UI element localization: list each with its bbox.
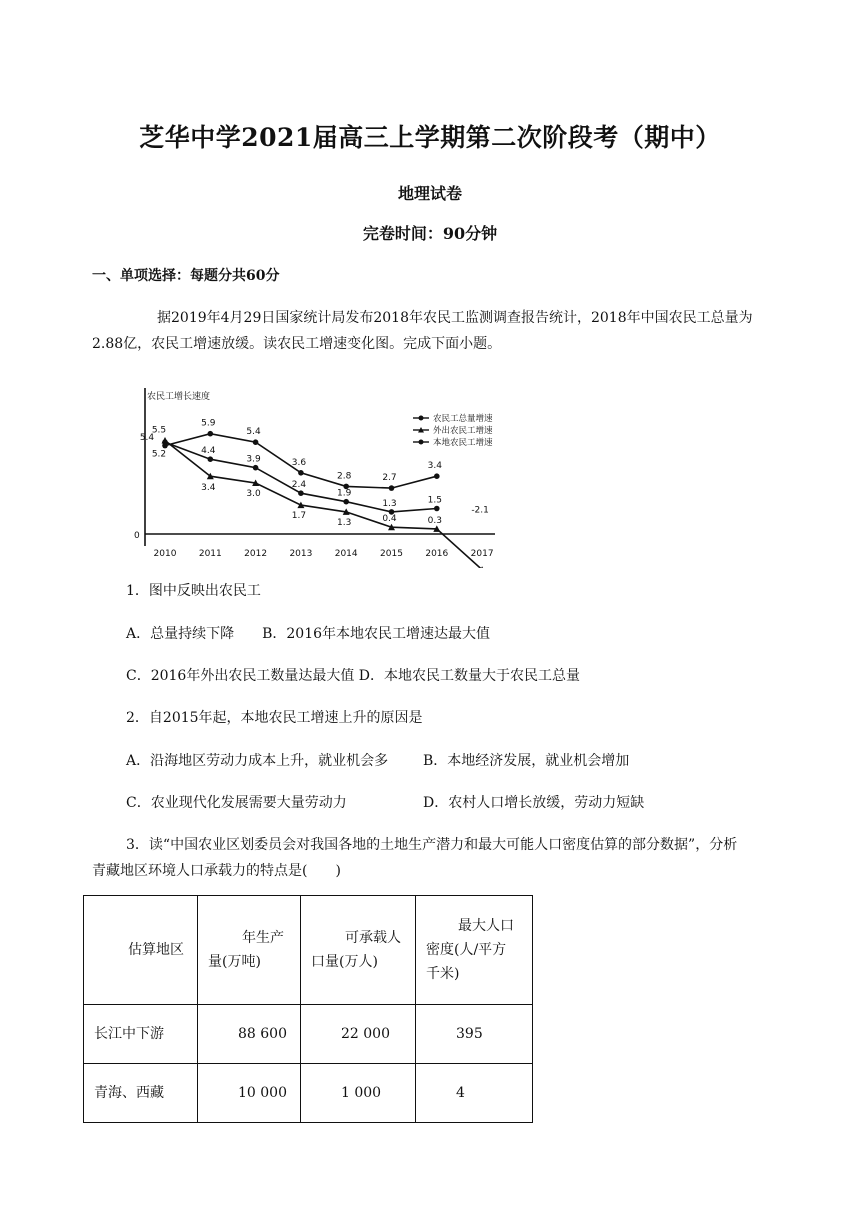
intro-line-1: 据2019年4月29日国家统计局发布2018年农民工监测调查报告统计，2018年中国农民工总量为	[157, 310, 753, 326]
cell-text: 88 600	[238, 1026, 287, 1042]
data-label: 5.4	[139, 433, 155, 444]
data-point	[253, 439, 259, 445]
table-header-cell	[416, 896, 533, 1005]
data-label: 2.4	[291, 480, 307, 491]
data-label: 3.9	[246, 454, 261, 465]
data-point	[298, 490, 304, 496]
legend-label: 本地农民工增速	[433, 438, 493, 448]
question-2-option-a: A．沿海地区劳动力成本上升，就业机会多	[126, 753, 389, 769]
x-tick-label: 2015	[380, 549, 403, 559]
data-point	[162, 443, 168, 449]
header-text: 估算地区	[128, 942, 184, 958]
cell-text: 1 000	[341, 1085, 382, 1101]
data-label: 1.7	[291, 511, 307, 522]
question-3-line-1: 3．读“中国农业区划委员会对我国各地的土地生产潜力和最大可能人口密度估算的部分数据”，分析	[126, 837, 738, 853]
data-label: 3.0	[246, 489, 261, 499]
question-2-option-d: D．农村人口增长放缓，劳动力短缺	[423, 795, 645, 811]
table-header-cell	[198, 896, 301, 1005]
exam-time: 完卷时间：90分钟	[362, 224, 498, 243]
x-tick-label: 2016	[425, 549, 449, 559]
cell-text: 10 000	[238, 1085, 287, 1101]
question-1-options-ab: A．总量持续下降 B．2016年本地农民工增速达最大值	[126, 626, 491, 642]
cell-text: 22 000	[341, 1026, 390, 1042]
data-label: 3.4	[427, 461, 442, 472]
cell-text: 青海、西藏	[94, 1085, 164, 1101]
table-cell	[301, 1064, 416, 1123]
y-axis-label: 农民工增长速度	[147, 392, 211, 402]
x-tick-label: 2013	[289, 549, 313, 559]
data-label: 3.4	[201, 483, 216, 494]
data-point	[162, 437, 169, 444]
header-text: 年生产	[242, 930, 284, 946]
population-capacity-table	[83, 895, 533, 1123]
table-cell	[416, 1064, 533, 1123]
table-cell	[84, 1064, 198, 1123]
x-tick-label: 2012	[244, 549, 268, 559]
data-point	[389, 485, 395, 491]
header-text: 量(万吨)	[208, 954, 261, 970]
table-header-row	[84, 896, 533, 1005]
header-text: 口量(万人)	[311, 954, 378, 970]
question-2-option-b: B．本地经济发展，就业机会增加	[423, 753, 630, 769]
cell-text: 4	[456, 1085, 465, 1101]
data-label: 5.9	[201, 418, 216, 429]
cell-text: 395	[456, 1026, 483, 1042]
data-label: 3.6	[291, 457, 307, 468]
question-2: 2．自2015年起，本地农民工增速上升的原因是	[126, 710, 423, 726]
data-label: 2.8	[337, 471, 352, 482]
section-heading: 一、单项选择：每题分共60分	[92, 268, 280, 284]
data-label: 0.4	[382, 514, 397, 525]
question-1: 1．图中反映出农民工	[126, 583, 261, 599]
header-text: 可承载人	[345, 930, 401, 946]
table-cell	[198, 1005, 301, 1064]
subject-title: 地理试卷	[397, 184, 462, 203]
data-label: 1.3	[337, 517, 352, 528]
header-text: 最大人口	[458, 918, 514, 934]
header-text: 千米)	[426, 966, 460, 982]
x-tick-label: 2010	[153, 549, 177, 559]
data-label: -2.1	[471, 505, 489, 516]
intro-line-2: 2.88亿，农民工增速放缓。读农民工增速变化图。完成下面小题。	[92, 336, 502, 352]
question-1-options-cd: C．2016年外出农民工数量达最大值 D．本地农民工数量大于农民工总量	[126, 668, 581, 684]
zero-tick-label: 0	[134, 531, 140, 541]
data-label: 4.4	[201, 446, 216, 457]
legend-marker	[419, 440, 424, 445]
data-label: 1.5	[427, 495, 442, 506]
header-text: 密度(人/平方	[426, 942, 507, 958]
table-cell	[198, 1064, 301, 1123]
x-tick-label: 2014	[334, 549, 358, 559]
data-label: 5.4	[246, 427, 261, 438]
x-tick-label: 2011	[198, 549, 222, 559]
table-cell	[84, 1005, 198, 1064]
table-cell	[416, 1005, 533, 1064]
data-point	[208, 431, 214, 437]
legend-label: 外出农民工增速	[433, 426, 493, 436]
migrant-worker-growth-chart	[130, 378, 510, 568]
x-tick-label: 2017	[470, 549, 494, 559]
data-point	[343, 499, 349, 505]
table-row	[84, 1005, 533, 1064]
data-point	[434, 506, 440, 512]
data-label: 2.7	[382, 473, 397, 484]
table-header-cell	[301, 896, 416, 1005]
question-3-line-2: 青藏地区环境人口承载力的特点是( )	[92, 863, 341, 879]
table-header-cell	[84, 896, 198, 1005]
legend-marker	[419, 416, 424, 421]
legend-label: 农民工总量增速	[433, 414, 493, 424]
table-row	[84, 1064, 533, 1123]
data-label: 0.3	[427, 515, 442, 526]
data-point	[208, 456, 214, 462]
data-point	[434, 473, 440, 479]
data-label: 1.9	[337, 488, 352, 499]
data-point	[298, 470, 304, 476]
data-label: 5.2	[151, 449, 167, 460]
data-label: 1.3	[382, 498, 397, 509]
data-point	[253, 465, 259, 471]
question-2-option-c: C．农业现代化发展需要大量劳动力	[126, 795, 347, 811]
table-cell	[301, 1005, 416, 1064]
data-label: 5.5	[151, 425, 167, 436]
page-title: 芝华中学2021届高三上学期第二次阶段考（期中）	[139, 123, 721, 152]
cell-text: 长江中下游	[94, 1026, 164, 1042]
